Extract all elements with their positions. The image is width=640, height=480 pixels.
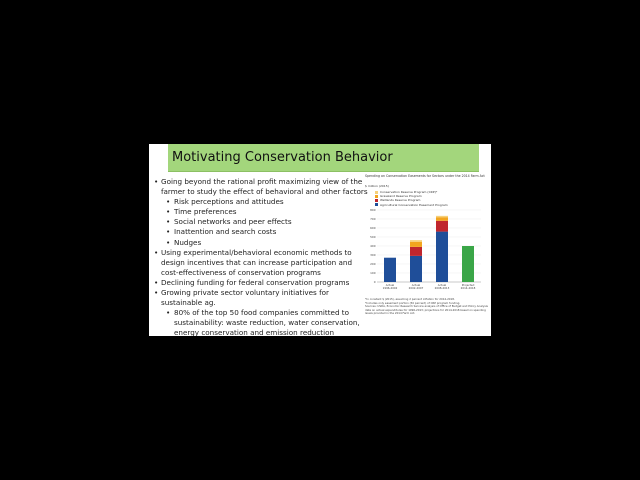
legend-swatch: [375, 199, 378, 202]
chart-plot: [365, 208, 489, 296]
x-tick-label: Projected 2014-2018: [460, 283, 476, 291]
chart-ylabel: $ million (2015): [365, 184, 389, 188]
legend-swatch: [375, 203, 378, 206]
chart-legend: [375, 190, 448, 207]
bar-segment: [436, 232, 448, 282]
sub-bullet-item: • Social networks and peer effects: [153, 217, 368, 227]
legend-swatch: [375, 191, 378, 194]
presentation-slide: [149, 144, 491, 336]
bar-segment: [410, 247, 422, 256]
x-tick-label: Actual 2008-2013: [434, 283, 450, 291]
sub-bullet-item: • Nudges: [153, 238, 368, 248]
legend-item: [375, 203, 448, 207]
chart-title: Spending on Conservation Easements for Sectors under the 2014 Farm Act: [365, 174, 485, 178]
bar-segment: [384, 258, 396, 282]
bar-segment: [436, 216, 448, 217]
bar-segment: [436, 221, 448, 232]
legend-label: Agricultural Conservation Easement Program: [380, 202, 448, 207]
bar-segment: [410, 256, 422, 282]
bar-segment: [462, 246, 474, 282]
legend-label: Grassland Reserve Program: [380, 194, 422, 199]
chart: [365, 174, 489, 324]
sub-bullet-item: • Time preferences: [153, 207, 368, 217]
legend-swatch: [375, 195, 378, 198]
x-tick-label: Actual 2002-2007: [408, 283, 424, 291]
y-tick-label: 400: [370, 244, 376, 248]
chart-note: *Includes only easement portion (50 percent) of CRP program funding.: [365, 300, 461, 305]
bullet-item: • Declining funding for federal conservation programs: [153, 278, 368, 288]
y-tick-label: 600: [370, 226, 376, 230]
y-tick-label: 100: [370, 271, 376, 275]
y-tick-label: 500: [370, 235, 376, 239]
bar-segment: [436, 217, 448, 221]
y-tick-label: 200: [370, 262, 376, 266]
chart-note: *In constant $ (2015), assuming 2 percent inflation for 2014-2018.: [365, 297, 455, 301]
chart-notes: [365, 298, 489, 316]
y-tick-label: 300: [370, 253, 376, 257]
bar-segment: [410, 242, 422, 247]
sub-bullet-item: • 80% of the top 50 food companies committed to sustainability: waste reduction, water conservation, energy conservation and emission reduction: [153, 308, 368, 336]
sub-bullet-item: • Risk perceptions and attitudes: [153, 197, 368, 207]
legend-label: Wetlands Reserve Program: [380, 198, 421, 203]
bullet-item: • Using experimental/behavioral economic methods to design incentives that can increase participation and cost-effectiveness of conservation programs: [153, 248, 368, 278]
x-tick-label: Actual 1996-2002: [382, 283, 398, 291]
y-tick-label: 700: [370, 217, 376, 221]
chart-note: Sources: USDA, Economic Research Service analysis of Office of Budget and Policy Analysis data on actual expenditures for 1996-2013; projections for 2014-2018 based on spending levels provided in the 2014 Farm Act.: [365, 304, 488, 315]
title-bar: [168, 144, 479, 172]
bar-segment: [410, 240, 422, 242]
sub-bullet-item: • Inattention and search costs: [153, 227, 368, 237]
bullet-list: [153, 177, 368, 336]
bullet-item: • Going beyond the rational profit maximizing view of the farmer to study the effect of behavioral and other factors: [153, 177, 368, 197]
bullet-item: • Growing private sector voluntary initiatives for sustainable ag.: [153, 288, 368, 308]
y-tick-label: 800: [370, 208, 376, 212]
slide-title: Motivating Conservation Behavior: [172, 150, 393, 165]
legend-label: Conservation Reserve Program (CRP)*: [380, 190, 438, 194]
y-tick-label: 0: [373, 280, 376, 284]
